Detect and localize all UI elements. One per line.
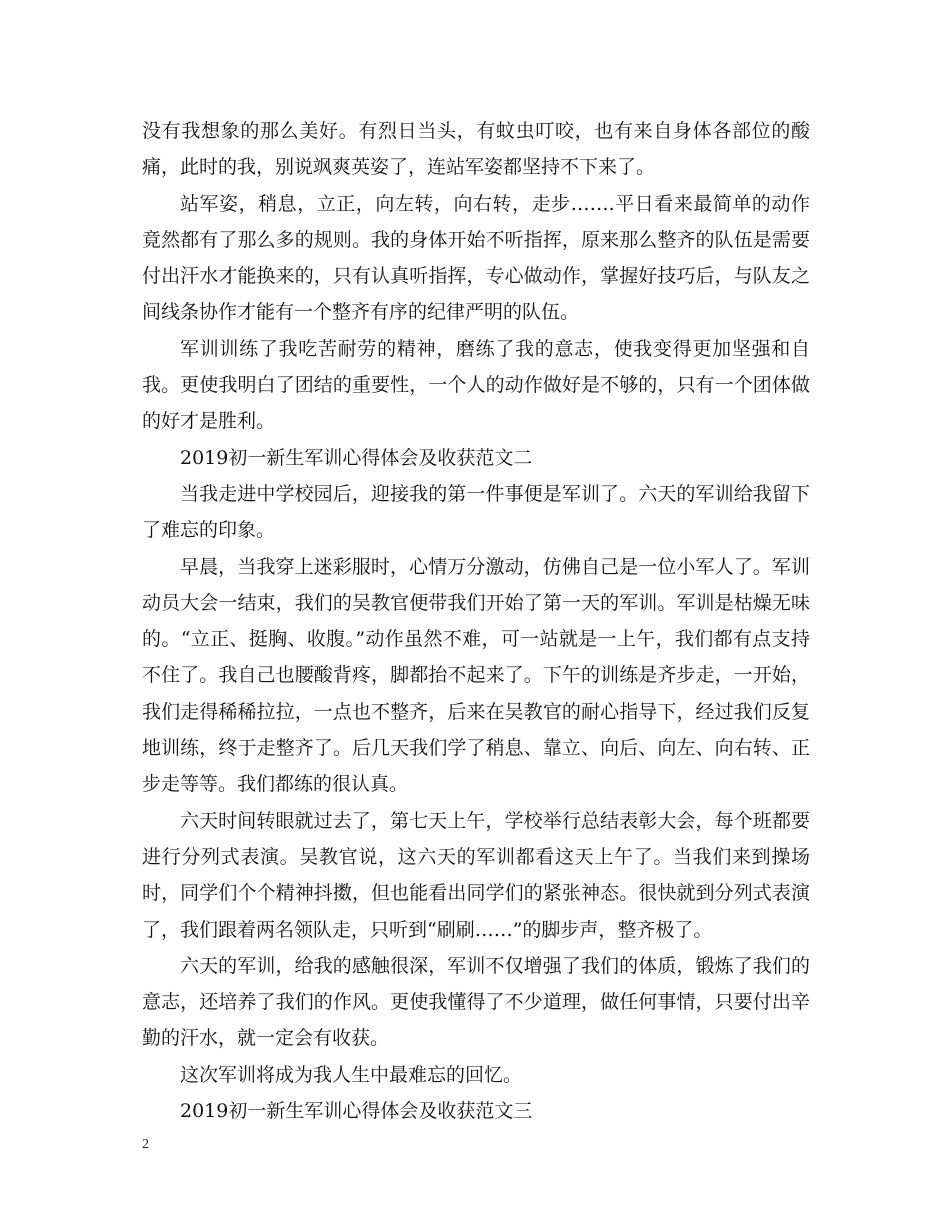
paragraph: 六天时间转眼就过去了，第七天上午，学校举行总结表彰大会，每个班都要进行分列式表演。吴教官说，这六天的军训都看这天上午了。当我们来到操场时，同学们个个精神抖擞，但也能看出同学们的紧张神态。很快就到分列式表演了，我们跟着两名领队走，只听到“刷刷……”的脚步声，整齐极了。 <box>142 809 810 941</box>
paragraph-continuation: 没有我想象的那么美好。有烈日当头，有蚊虫叮咬，也有来自身体各部位的酸痛，此时的我，别说飒爽英姿了，连站军姿都坚持不下来了。 <box>142 120 810 179</box>
section-heading: 2019初一新生军训心得体会及收获范文二 <box>180 446 533 469</box>
paragraph: 这次军训将成为我人生中最难忘的回忆。 <box>180 1063 523 1086</box>
paragraph: 站军姿，稍息，立正，向左转，向右转，走步…….平日看来最简单的动作竟然都有了那么多的规则。我的身体开始不听指挥，原来那么整齐的队伍是需要付出汗水才能换来的，只有认真听指挥，专心做动作，掌握好技巧后，与队友之间线条协作才能有一个整齐有序的纪律严明的队伍。 <box>142 192 810 324</box>
paragraph: 军训训练了我吃苦耐劳的精神，磨练了我的意志，使我变得更加坚强和自我。更使我明白了团结的重要性，一个人的动作做好是不够的，只有一个团体做的好才是胜利。 <box>142 337 810 433</box>
paragraph: 六天的军训，给我的感触很深，军训不仅增强了我们的体质，锻炼了我们的意志，还培养了我们的作风。更使我懂得了不少道理，做任何事情，只要付出辛勤的汗水，就一定会有收获。 <box>142 954 810 1050</box>
page-number: 2 <box>142 1137 149 1152</box>
paragraph: 早晨，当我穿上迷彩服时，心情万分激动，仿佛自己是一位小军人了。军训动员大会一结束，我们的吴教官便带我们开始了第一天的军训。军训是枯燥无味的。“立正、挺胸、收腹。”动作虽然不难，可一站就是一上午，我们都有点支持不住了。我自己也腰酸背疼，脚都抬不起来了。下午的训练是齐步走，一开始，我们走得稀稀拉拉，一点也不整齐，后来在吴教官的耐心指导下，经过我们反复地训练，终于走整齐了。后几天我们学了稍息、靠立、向后、向左、向右转、正步走等等。我们都练的很认真。 <box>142 555 810 796</box>
document-body <box>142 113 810 1129</box>
paragraph: 当我走进中学校园后，迎接我的第一件事便是军训了。六天的军训给我留下了难忘的印象。 <box>142 482 810 542</box>
section-heading: 2019初一新生军训心得体会及收获范文三 <box>180 1100 533 1123</box>
